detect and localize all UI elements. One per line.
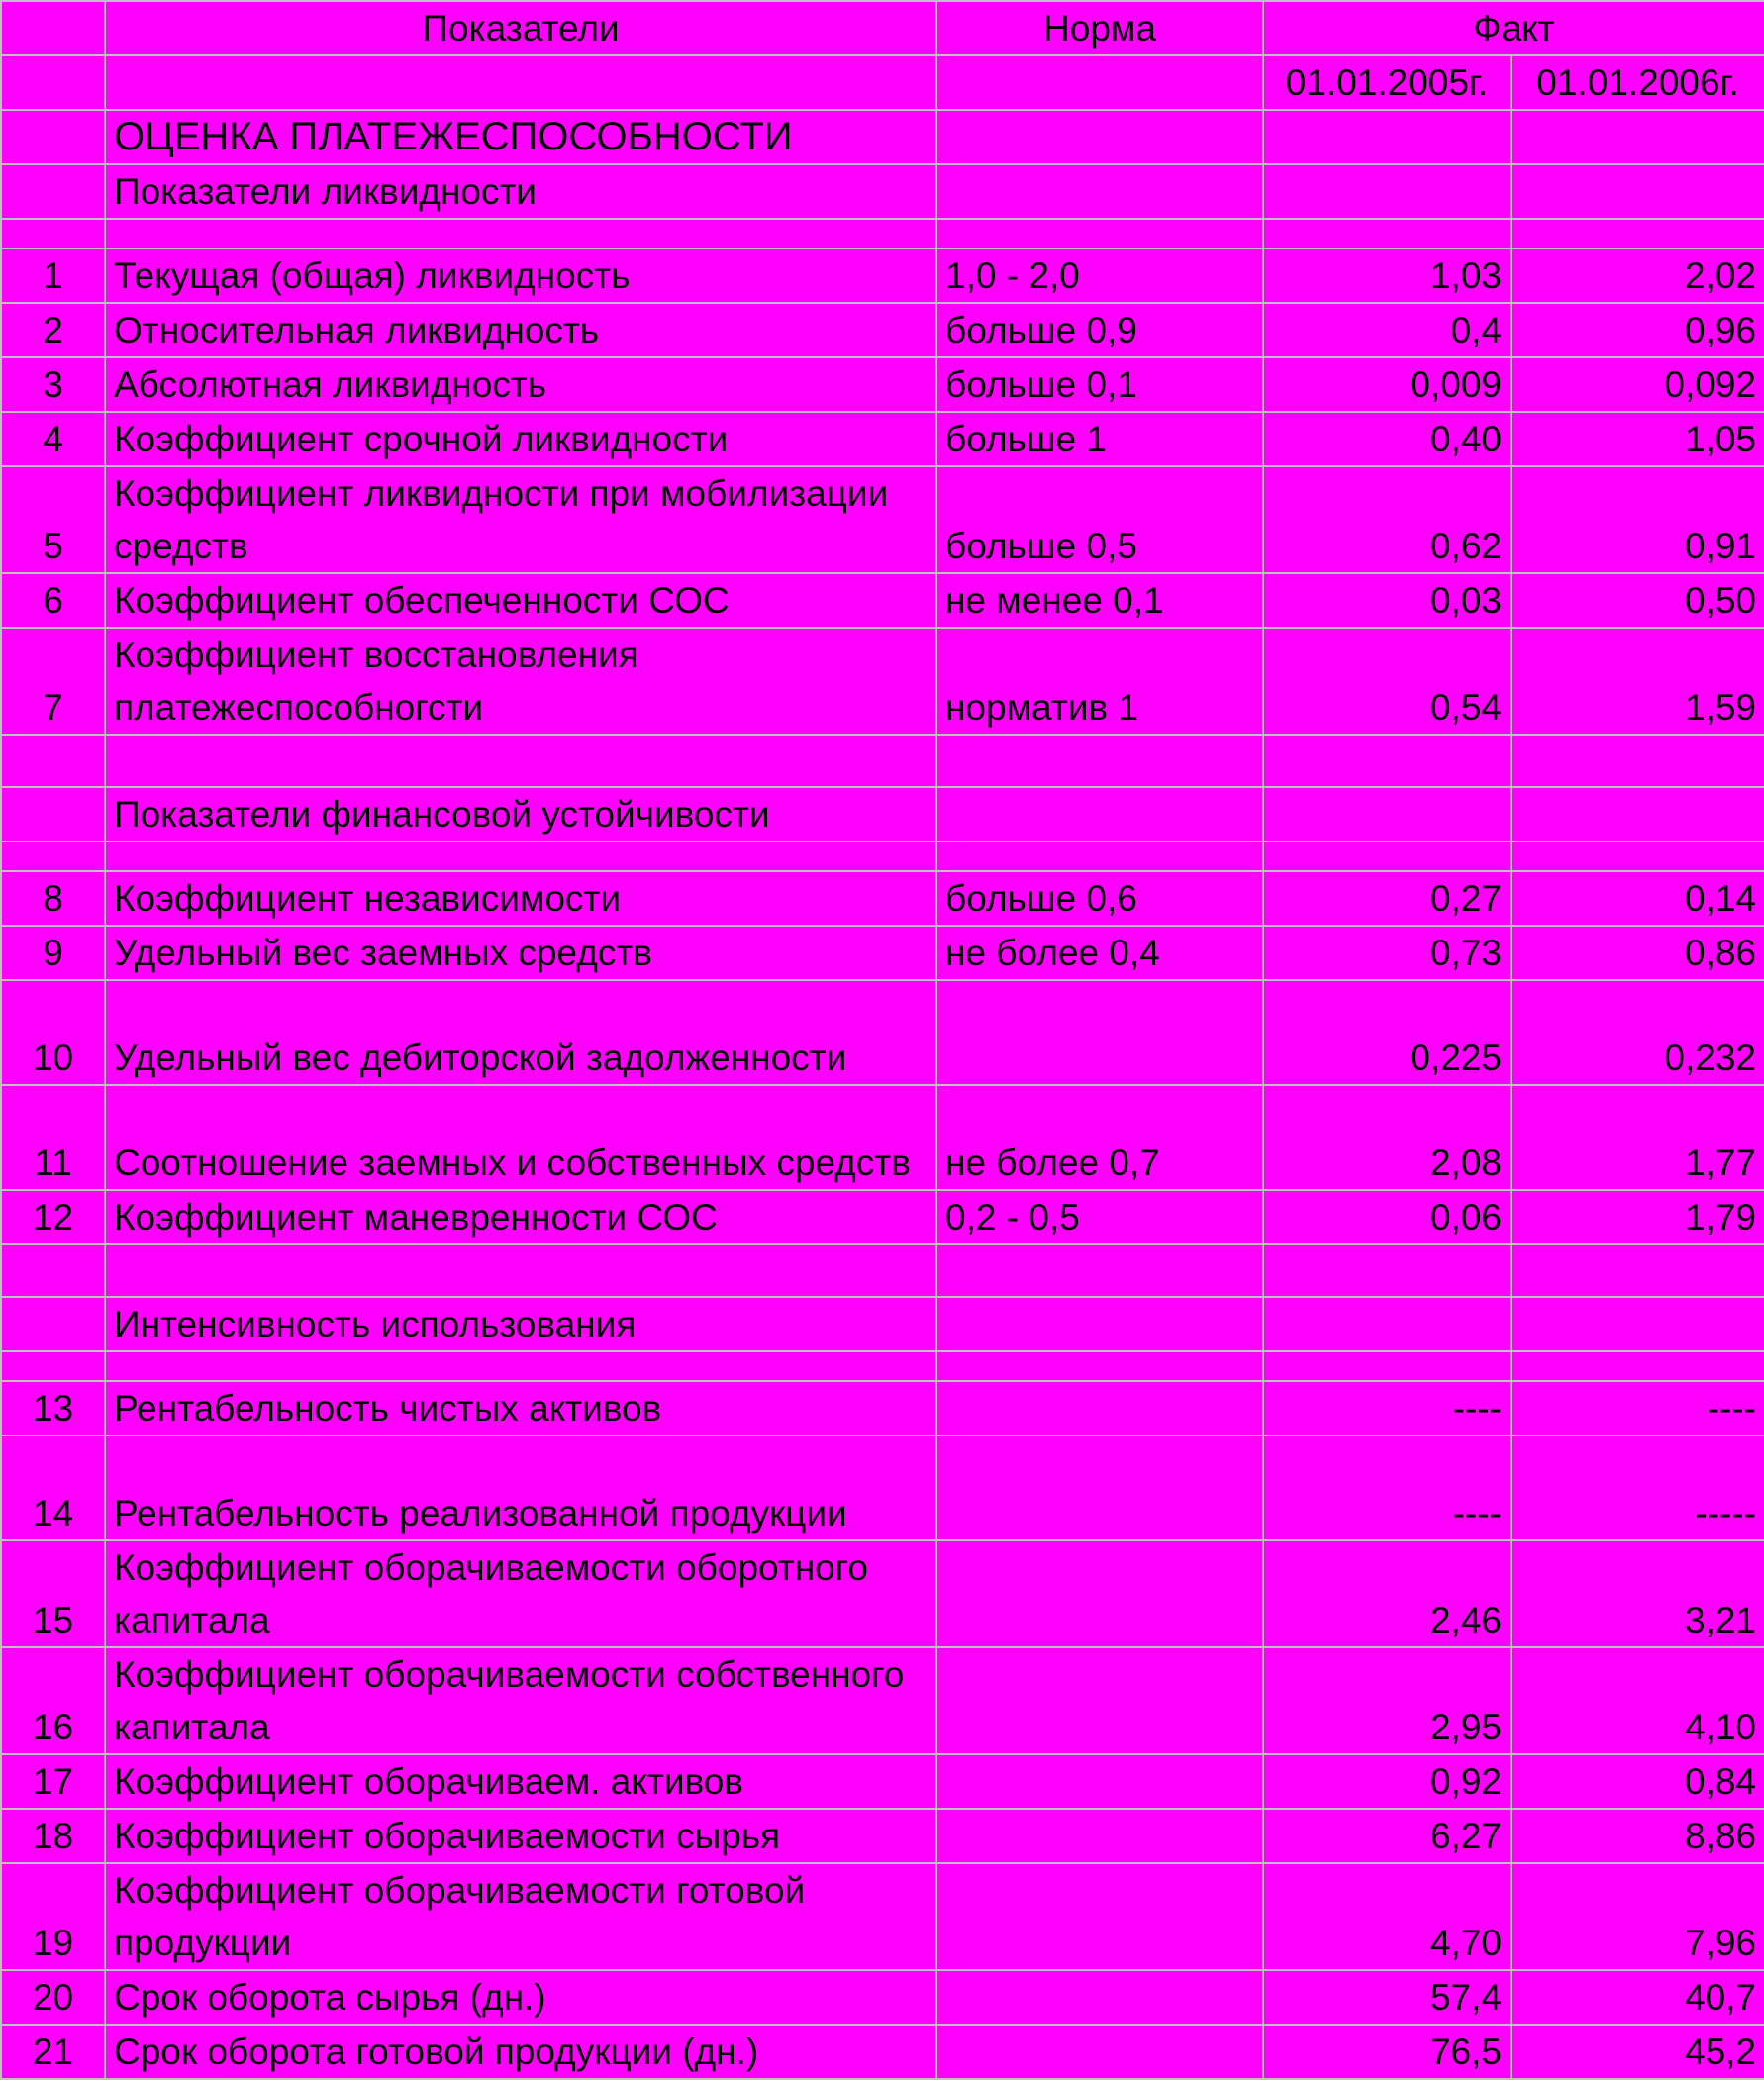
- fact-2006-value: 0,232: [1511, 980, 1764, 1085]
- fact-2005-value: 2,95: [1263, 1647, 1511, 1754]
- fact-2005-value: 0,73: [1263, 926, 1511, 980]
- row-number: 12: [1, 1190, 105, 1244]
- fact-2005-value: 0,4: [1263, 303, 1511, 357]
- indicator-name: Коэффициент оборачиваемости оборотного капитала: [105, 1540, 936, 1647]
- empty-cell: [105, 842, 936, 871]
- fact-2005-value: 0,54: [1263, 628, 1511, 735]
- empty-cell: [1263, 219, 1511, 248]
- fact-2006-value: 2,02: [1511, 248, 1764, 303]
- norm-value: не менее 0,1: [936, 573, 1263, 628]
- indicator-name: Коэффициент срочной ликвидности: [105, 412, 936, 466]
- indicator-name: Рентабельность чистых активов: [105, 1381, 936, 1436]
- section-liquidity: Показатели ликвидности: [105, 164, 936, 219]
- empty-cell: [1263, 735, 1511, 787]
- empty-cell: [936, 55, 1263, 110]
- fact-2006-value: 0,96: [1511, 303, 1764, 357]
- empty-cell: [1511, 787, 1764, 842]
- empty-cell: [936, 842, 1263, 871]
- empty-cell: [1, 219, 105, 248]
- fact-2005-value: ----: [1263, 1436, 1511, 1540]
- empty-cell: [1511, 110, 1764, 164]
- norm-value: [936, 1754, 1263, 1809]
- norm-value: [936, 1863, 1263, 1970]
- header-row: [1, 1, 1764, 55]
- section-stability-row: [1, 787, 1764, 842]
- section-stability: Показатели финансовой устойчивости: [105, 787, 936, 842]
- empty-cell: [105, 55, 936, 110]
- empty-cell: [936, 1351, 1263, 1381]
- row-number: 2: [1, 303, 105, 357]
- table-row: [1, 1647, 1764, 1754]
- row-number: 18: [1, 1809, 105, 1863]
- fact-2006-value: 3,21: [1511, 1540, 1764, 1647]
- empty-cell: [1, 842, 105, 871]
- section-liquidity-row: [1, 164, 1764, 219]
- empty-cell: [1511, 1351, 1764, 1381]
- table-row: [1, 466, 1764, 573]
- fact-2006-value: 1,05: [1511, 412, 1764, 466]
- row-number: 9: [1, 926, 105, 980]
- fact-2005-value: 2,46: [1263, 1540, 1511, 1647]
- fact-2006-value: 40,7: [1511, 1970, 1764, 2025]
- indicator-name: Рентабельность реализованной продукции: [105, 1436, 936, 1540]
- indicator-name: Абсолютная ликвидность: [105, 357, 936, 412]
- fact-2005-value: 0,225: [1263, 980, 1511, 1085]
- indicator-name: Соотношение заемных и собственных средств: [105, 1085, 936, 1190]
- row-number: 17: [1, 1754, 105, 1809]
- empty-cell: [936, 164, 1263, 219]
- indicator-name: Коэффициент ликвидности при мобилизации средств: [105, 466, 936, 573]
- row-number: 1: [1, 248, 105, 303]
- row-number: 5: [1, 466, 105, 573]
- spacer-row: [1, 842, 1764, 871]
- norm-value: больше 0,6: [936, 871, 1263, 926]
- table-row: [1, 248, 1764, 303]
- empty-cell: [1263, 110, 1511, 164]
- indicator-name: Относительная ликвидность: [105, 303, 936, 357]
- norm-value: [936, 1540, 1263, 1647]
- row-number: 20: [1, 1970, 105, 2025]
- row-number: 10: [1, 980, 105, 1085]
- row-number: 14: [1, 1436, 105, 1540]
- indicator-name: Коэффициент оборачиваем. активов: [105, 1754, 936, 1809]
- table-row: [1, 1970, 1764, 2025]
- empty-cell: [1263, 1351, 1511, 1381]
- norm-value: не более 0,7: [936, 1085, 1263, 1190]
- indicator-name: Коэффициент оборачиваемости собственного капитала: [105, 1647, 936, 1754]
- empty-cell: [105, 1244, 936, 1297]
- fact-2005-value: 76,5: [1263, 2025, 1511, 2079]
- header-dates-row: [1, 55, 1764, 110]
- fact-2006-value: 45,2: [1511, 2025, 1764, 2079]
- norm-value: [936, 980, 1263, 1085]
- indicator-name: Коэффициент обеспеченности СОС: [105, 573, 936, 628]
- empty-cell: [1511, 219, 1764, 248]
- norm-value: больше 1: [936, 412, 1263, 466]
- fact-2006-value: 7,96: [1511, 1863, 1764, 1970]
- table-row: [1, 1381, 1764, 1436]
- row-number: 11: [1, 1085, 105, 1190]
- fact-2005-value: 0,27: [1263, 871, 1511, 926]
- corner-cell: [1, 1, 105, 55]
- empty-cell: [936, 1297, 1263, 1351]
- table-row: [1, 980, 1764, 1085]
- norm-value: норматив 1: [936, 628, 1263, 735]
- empty-cell: [936, 219, 1263, 248]
- empty-cell: [1263, 1244, 1511, 1297]
- fact-2005-value: 0,009: [1263, 357, 1511, 412]
- header-norm: Норма: [936, 1, 1263, 55]
- empty-cell: [1263, 164, 1511, 219]
- norm-value: [936, 1436, 1263, 1540]
- empty-cell: [936, 787, 1263, 842]
- empty-cell: [936, 110, 1263, 164]
- norm-value: 0,2 - 0,5: [936, 1190, 1263, 1244]
- norm-value: больше 0,1: [936, 357, 1263, 412]
- indicator-name: Текущая (общая) ликвидность: [105, 248, 936, 303]
- table-row: [1, 2025, 1764, 2079]
- indicator-name: Срок оборота готовой продукции (дн.): [105, 2025, 936, 2079]
- fact-2006-value: 0,50: [1511, 573, 1764, 628]
- empty-cell: [1, 735, 105, 787]
- fact-2006-value: 8,86: [1511, 1809, 1764, 1863]
- spacer-row: [1, 735, 1764, 787]
- table-row: [1, 1863, 1764, 1970]
- table-row: [1, 303, 1764, 357]
- norm-value: не более 0,4: [936, 926, 1263, 980]
- empty-cell: [1511, 842, 1764, 871]
- header-date-2005: 01.01.2005г.: [1263, 55, 1511, 110]
- header-indicators: Показатели: [105, 1, 936, 55]
- row-number: 13: [1, 1381, 105, 1436]
- report-title: ОЦЕНКА ПЛАТЕЖЕСПОСОБНОСТИ: [105, 110, 936, 164]
- indicator-name: Удельный вес дебиторской задолженности: [105, 980, 936, 1085]
- spacer-row: [1, 1244, 1764, 1297]
- fact-2005-value: 57,4: [1263, 1970, 1511, 2025]
- indicator-name: Коэффициент восстановления платежеспособногсти: [105, 628, 936, 735]
- spacer-row: [1, 219, 1764, 248]
- empty-cell: [1511, 164, 1764, 219]
- indicator-name: Срок оборота сырья (дн.): [105, 1970, 936, 2025]
- fact-2005-value: 6,27: [1263, 1809, 1511, 1863]
- fact-2005-value: 4,70: [1263, 1863, 1511, 1970]
- table-row: [1, 1190, 1764, 1244]
- norm-value: [936, 1647, 1263, 1754]
- empty-cell: [936, 735, 1263, 787]
- empty-cell: [1, 110, 105, 164]
- norm-value: больше 0,5: [936, 466, 1263, 573]
- indicator-name: Удельный вес заемных средств: [105, 926, 936, 980]
- table-row: [1, 628, 1764, 735]
- fact-2005-value: 1,03: [1263, 248, 1511, 303]
- fact-2005-value: 0,40: [1263, 412, 1511, 466]
- row-number: 3: [1, 357, 105, 412]
- fact-2005-value: 0,92: [1263, 1754, 1511, 1809]
- norm-value: [936, 1809, 1263, 1863]
- table-row: [1, 1436, 1764, 1540]
- row-number: 4: [1, 412, 105, 466]
- section-intensity: Интенсивность использования: [105, 1297, 936, 1351]
- empty-cell: [1, 1244, 105, 1297]
- row-number: 16: [1, 1647, 105, 1754]
- table-row: [1, 357, 1764, 412]
- header-fact: Факт: [1263, 1, 1764, 55]
- table-row: [1, 1809, 1764, 1863]
- indicator-name: Коэффициент оборачиваемости готовой продукции: [105, 1863, 936, 1970]
- fact-2006-value: 0,092: [1511, 357, 1764, 412]
- empty-cell: [1, 1351, 105, 1381]
- norm-value: [936, 1970, 1263, 2025]
- fact-2006-value: 1,59: [1511, 628, 1764, 735]
- report-title-row: [1, 110, 1764, 164]
- empty-cell: [1263, 1297, 1511, 1351]
- table-row: [1, 573, 1764, 628]
- row-number: 8: [1, 871, 105, 926]
- fact-2006-value: 0,84: [1511, 1754, 1764, 1809]
- norm-value: [936, 2025, 1263, 2079]
- empty-cell: [1511, 735, 1764, 787]
- row-number: 15: [1, 1540, 105, 1647]
- fact-2006-value: 0,91: [1511, 466, 1764, 573]
- indicator-name: Коэффициент маневренности СОС: [105, 1190, 936, 1244]
- fact-2005-value: ----: [1263, 1381, 1511, 1436]
- empty-cell: [1, 55, 105, 110]
- fact-2006-value: ----: [1511, 1381, 1764, 1436]
- table-row: [1, 1754, 1764, 1809]
- section-intensity-row: [1, 1297, 1764, 1351]
- empty-cell: [105, 735, 936, 787]
- fact-2006-value: 4,10: [1511, 1647, 1764, 1754]
- fact-2005-value: 0,03: [1263, 573, 1511, 628]
- empty-cell: [1, 164, 105, 219]
- empty-cell: [105, 1351, 936, 1381]
- empty-cell: [1511, 1297, 1764, 1351]
- indicator-name: Коэффициент оборачиваемости сырья: [105, 1809, 936, 1863]
- fact-2006-value: -----: [1511, 1436, 1764, 1540]
- row-number: 7: [1, 628, 105, 735]
- fact-2006-value: 1,79: [1511, 1190, 1764, 1244]
- fact-2005-value: 0,06: [1263, 1190, 1511, 1244]
- spacer-row: [1, 1351, 1764, 1381]
- norm-value: больше 0,9: [936, 303, 1263, 357]
- fact-2005-value: 2,08: [1263, 1085, 1511, 1190]
- table-row: [1, 412, 1764, 466]
- header-date-2006: 01.01.2006г.: [1511, 55, 1764, 110]
- fact-2006-value: 0,14: [1511, 871, 1764, 926]
- row-number: 19: [1, 1863, 105, 1970]
- indicator-name: Коэффициент независимости: [105, 871, 936, 926]
- norm-value: [936, 1381, 1263, 1436]
- empty-cell: [936, 1244, 1263, 1297]
- fact-2006-value: 0,86: [1511, 926, 1764, 980]
- empty-cell: [1, 787, 105, 842]
- norm-value: 1,0 - 2,0: [936, 248, 1263, 303]
- empty-cell: [1, 1297, 105, 1351]
- empty-cell: [1263, 842, 1511, 871]
- empty-cell: [1511, 1244, 1764, 1297]
- fact-2006-value: 1,77: [1511, 1085, 1764, 1190]
- row-number: 21: [1, 2025, 105, 2079]
- empty-cell: [1263, 787, 1511, 842]
- row-number: 6: [1, 573, 105, 628]
- fact-2005-value: 0,62: [1263, 466, 1511, 573]
- table-row: [1, 1085, 1764, 1190]
- table-row: [1, 1540, 1764, 1647]
- table-row: [1, 871, 1764, 926]
- empty-cell: [105, 219, 936, 248]
- table-row: [1, 926, 1764, 980]
